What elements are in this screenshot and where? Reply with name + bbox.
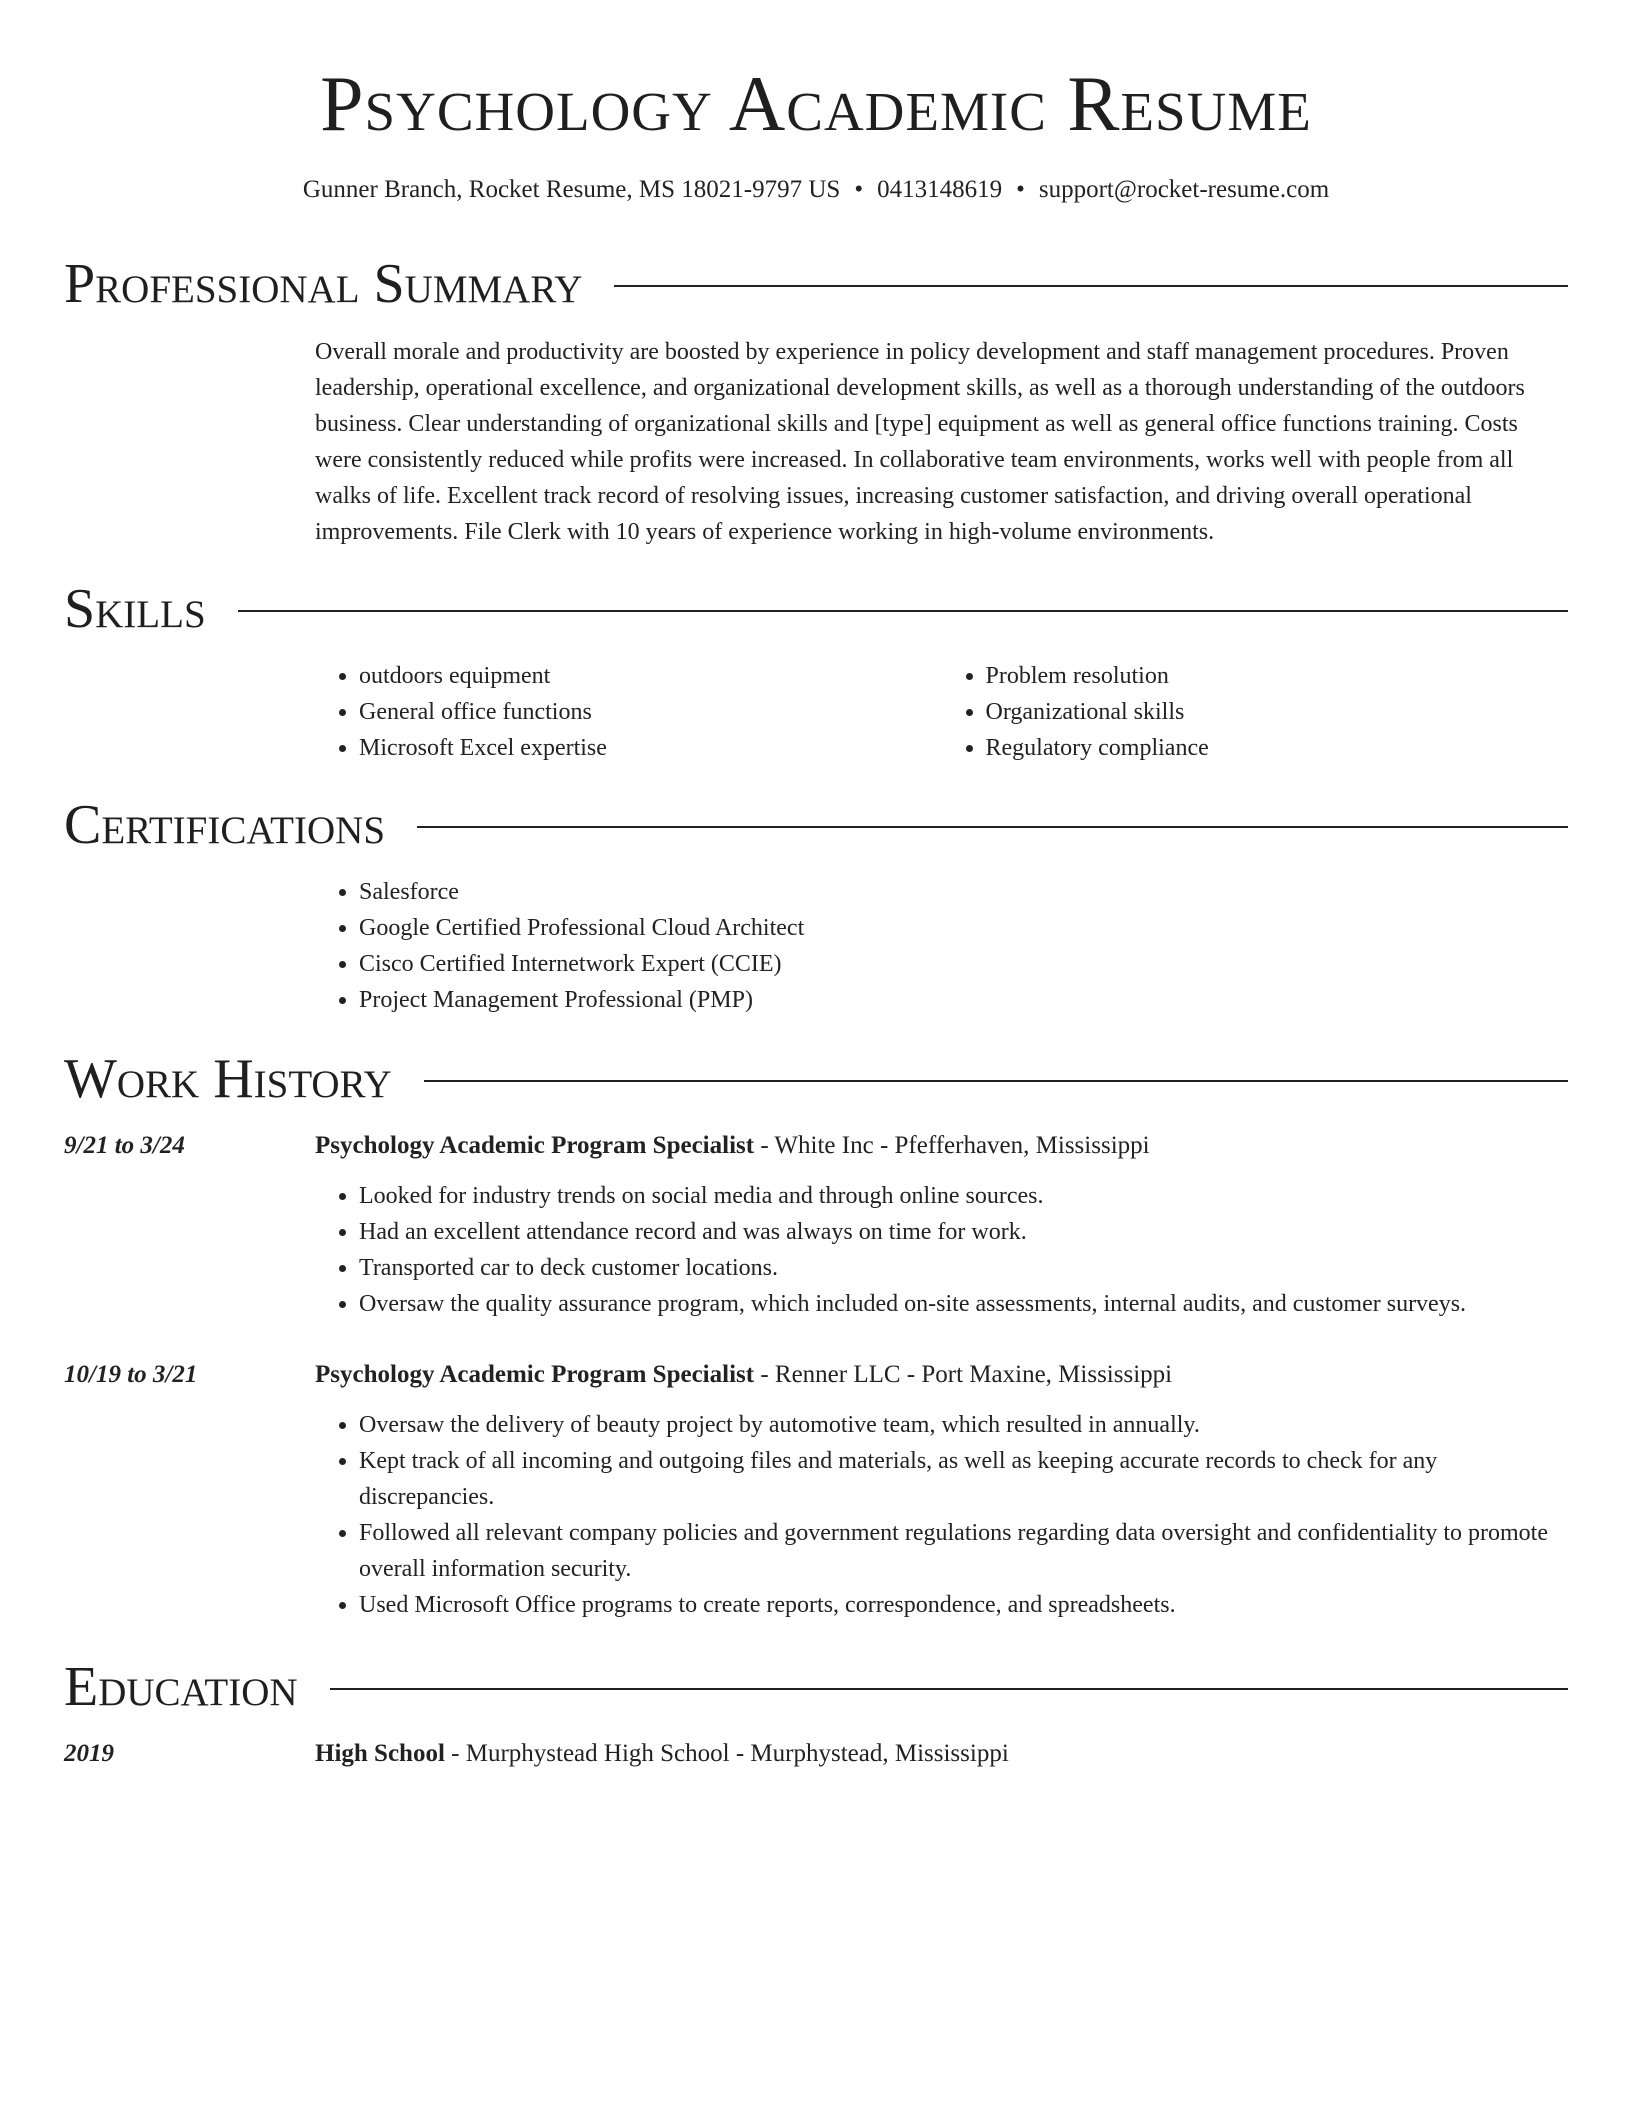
job-dates: 9/21 to 3/24 [64, 1132, 185, 1159]
section-title-education: Education [64, 1656, 298, 1718]
job-bullet: • Used Microsoft Office programs to create reports, correspondence, and spreadsheets. [359, 1587, 1568, 1623]
section-title-certifications: Certifications [64, 794, 386, 856]
job-bullet: • Had an excellent attendance record and was always on time for work. [359, 1214, 1568, 1250]
contact-separator: • [1016, 176, 1025, 203]
section-divider [238, 610, 1568, 612]
job-bullet: • Transported car to deck customer locations. [359, 1250, 1568, 1286]
job-bullet: • Kept track of all incoming and outgoing files and materials, as well as keeping accurate records to check for any discrepancies. [359, 1443, 1568, 1515]
contact-address: Gunner Branch, Rocket Resume, MS 18021-9797 US [302, 176, 841, 203]
contact-email: support@rocket-resume.com [1038, 176, 1330, 203]
education-year: 2019 [64, 1740, 114, 1767]
skills-list-left [315, 658, 902, 766]
section-divider [417, 826, 1568, 828]
section-divider [330, 1688, 1568, 1690]
job-bullet: • Followed all relevant company policies and government regulations regarding data oversight and confidentiality to promote overall information security. [359, 1515, 1568, 1587]
job-heading [315, 1357, 1568, 1393]
skill-item: • outdoors equipment [359, 658, 902, 694]
job-bullet: • Oversaw the delivery of beauty project by automotive team, which resulted in annually. [359, 1407, 1568, 1443]
job-company: - Renner LLC - Port Maxine, Mississippi [754, 1361, 1173, 1388]
skills-list-right [942, 658, 1529, 766]
section-title-work: Work History [64, 1048, 392, 1110]
summary-body [315, 334, 1568, 550]
skills-section-header [64, 577, 1568, 641]
skill-item: • Microsoft Excel expertise [359, 730, 902, 766]
section-title-summary: Professional Summary [64, 253, 583, 315]
job-company: - White Inc - Pfefferhaven, Mississippi [754, 1132, 1150, 1159]
skill-item: • Organizational skills [986, 694, 1529, 730]
education-school: - Murphystead High School - Murphystead, Mississippi [444, 1740, 1009, 1767]
section-title-skills: Skills [64, 578, 206, 640]
summary-text: Overall morale and productivity are boosted by experience in policy development and staff management procedures. Proven leadership, operational excellence, and organizational development skills, as well as a thorough understanding of the outdoors business. Clear understanding of organizational skills and [type] equipment as well as general office functions training. Costs were consistently reduced while profits were increased. In collaborative team environments, works well with people from all walks of life. Excellent track record of resolving issues, increasing customer satisfaction, and driving overall operational improvements. File Clerk with 10 years of experience working in high-volume environments. [315, 339, 1525, 545]
education-heading [315, 1736, 1568, 1772]
resume-title: Psychology Academic Resume [320, 60, 1312, 147]
job-bullet: • Oversaw the quality assurance program, which included on-site assessments, internal audits, and customer surveys. [359, 1286, 1568, 1322]
job-title: Psychology Academic Program Specialist [315, 1361, 755, 1388]
job-dates: 10/19 to 3/21 [64, 1361, 198, 1388]
job-bullets [315, 1407, 1568, 1623]
contact-line [64, 172, 1568, 208]
certification-item: • Salesforce [359, 874, 1568, 910]
education-section-header [64, 1655, 1568, 1719]
job-bullets [315, 1178, 1568, 1322]
certification-item: • Cisco Certified Internetwork Expert (CCIE) [359, 946, 1568, 982]
job-heading [315, 1128, 1568, 1164]
certification-item: • Google Certified Professional Cloud Architect [359, 910, 1568, 946]
certification-item: • Project Management Professional (PMP) [359, 982, 1568, 1018]
job-entry [315, 1128, 1568, 1322]
skill-item: • Regulatory compliance [986, 730, 1529, 766]
skills-body [315, 658, 1568, 766]
certifications-section-header [64, 793, 1568, 857]
skill-item: • General office functions [359, 694, 902, 730]
job-entry [315, 1357, 1568, 1623]
certifications-body [315, 874, 1568, 1018]
contact-phone: 0413148619 [877, 176, 1003, 203]
job-bullet: • Looked for industry trends on social media and through online sources. [359, 1178, 1568, 1214]
contact-separator: • [854, 176, 864, 203]
certifications-list [315, 874, 1568, 1018]
work-section-header [64, 1047, 1568, 1111]
education-degree: High School [315, 1740, 445, 1767]
summary-section-header [64, 252, 1568, 316]
section-divider [614, 285, 1568, 287]
skill-item: • Problem resolution [986, 658, 1529, 694]
skills-grid [315, 658, 1568, 766]
job-title: Psychology Academic Program Specialist [315, 1132, 755, 1159]
section-divider [424, 1080, 1568, 1082]
education-entry [315, 1736, 1568, 1786]
